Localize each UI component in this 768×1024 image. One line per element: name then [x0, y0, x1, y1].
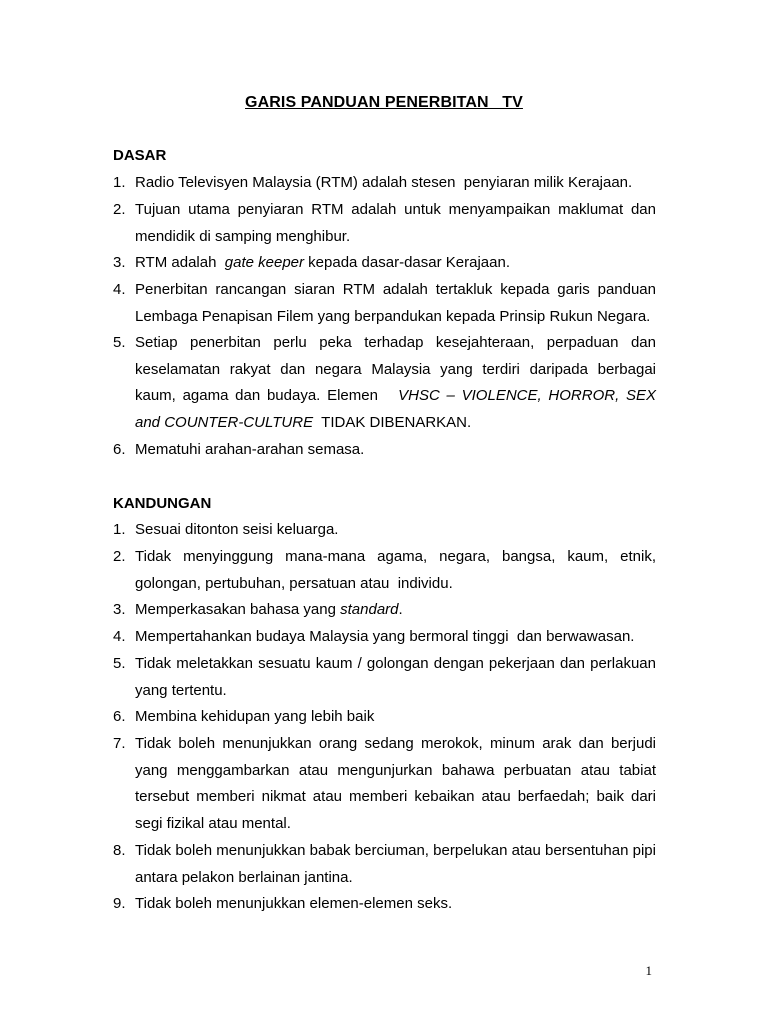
dasar-item-3: [113, 250, 656, 277]
item-text: Memperkasakan bahasa yang standard.: [135, 601, 403, 618]
kandungan-item-7: [113, 731, 661, 837]
item-text: Tidak menyinggung mana-mana agama, negara, bangsa, kaum, etnik, golongan, pertubuhan, persatuan atau individu.: [135, 548, 661, 592]
dasar-item-6: [113, 437, 656, 464]
kandungan-item-2: [113, 544, 661, 597]
item-number: 3.: [113, 601, 126, 618]
item-text: Tidak boleh menunjukkan elemen-elemen seks.: [135, 895, 453, 912]
item-number: 9.: [113, 895, 126, 912]
item-text: Sesuai ditonton seisi keluarga.: [135, 521, 339, 538]
item-text: Setiap penerbitan perlu peka terhadap kesejahteraan, perpaduan dan keselamatan rakyat dan negara Malaysia yang terdiri daripada berbagai kaum, agama dan budaya. Elemen VHSC – VIOLENCE, HORROR, SEX and COUNTER-CULTURE TIDAK DIBENARKAN.: [135, 334, 661, 431]
section-heading-kandungan: KANDUNGAN: [113, 495, 212, 512]
section-heading-dasar: DASAR: [113, 147, 167, 164]
item-number: 5.: [113, 655, 126, 672]
item-text: Tujuan utama penyiaran RTM adalah untuk menyampaikan maklumat dan mendidik di samping menghibur.: [135, 201, 661, 245]
item-text: Mempertahankan budaya Malaysia yang bermoral tinggi dan berwawasan.: [135, 628, 635, 645]
item-text: Radio Televisyen Malaysia (RTM) adalah stesen penyiaran milik Kerajaan.: [135, 174, 633, 191]
kandungan-item-4: [113, 624, 656, 651]
item-text: Mematuhi arahan-arahan semasa.: [135, 441, 365, 458]
item-number: 5.: [113, 334, 126, 351]
kandungan-item-1: [113, 517, 656, 544]
item-text: Tidak meletakkan sesuatu kaum / golongan dengan pekerjaan dan perlakuan yang tertentu.: [135, 655, 661, 699]
item-number: 4.: [113, 281, 126, 298]
item-text: Penerbitan rancangan siaran RTM adalah tertakluk kepada garis panduan Lembaga Penapisan Filem yang berpandukan kepada Prinsip Rukun Negara.: [135, 281, 661, 325]
item-number: 2.: [113, 548, 126, 565]
item-number: 6.: [113, 441, 126, 458]
page-number: 1: [645, 963, 652, 978]
item-text: Membina kehidupan yang lebih baik: [135, 708, 375, 725]
item-number: 1.: [113, 174, 126, 191]
dasar-item-2: [113, 197, 661, 250]
dasar-item-4: [113, 277, 661, 330]
dasar-item-5: [113, 330, 661, 436]
kandungan-item-6: [113, 704, 656, 731]
item-number: 7.: [113, 735, 126, 752]
item-number: 6.: [113, 708, 126, 725]
document-title: GARIS PANDUAN PENERBITAN TV: [245, 94, 523, 111]
dasar-item-1: [113, 170, 656, 197]
item-number: 1.: [113, 521, 126, 538]
item-text: RTM adalah gate keeper kepada dasar-dasar Kerajaan.: [135, 254, 510, 271]
kandungan-item-5: [113, 651, 661, 704]
item-number: 2.: [113, 201, 126, 218]
item-number: 4.: [113, 628, 126, 645]
item-text: Tidak boleh menunjukkan babak berciuman, berpelukan atau bersentuhan pipi antara pelakon berlainan jantina.: [135, 842, 661, 886]
item-number: 8.: [113, 842, 126, 859]
kandungan-item-8: [113, 838, 661, 891]
kandungan-item-9: [113, 891, 656, 918]
item-number: 3.: [113, 254, 126, 271]
kandungan-item-3: [113, 597, 656, 624]
item-text: Tidak boleh menunjukkan orang sedang merokok, minum arak dan berjudi yang menggambarkan atau mengunjurkan bahawa perbuatan atau tabiat tersebut memberi nikmat atau memberi kebaikan atau berfaedah; baik dari segi fizikal atau mental.: [135, 735, 661, 832]
